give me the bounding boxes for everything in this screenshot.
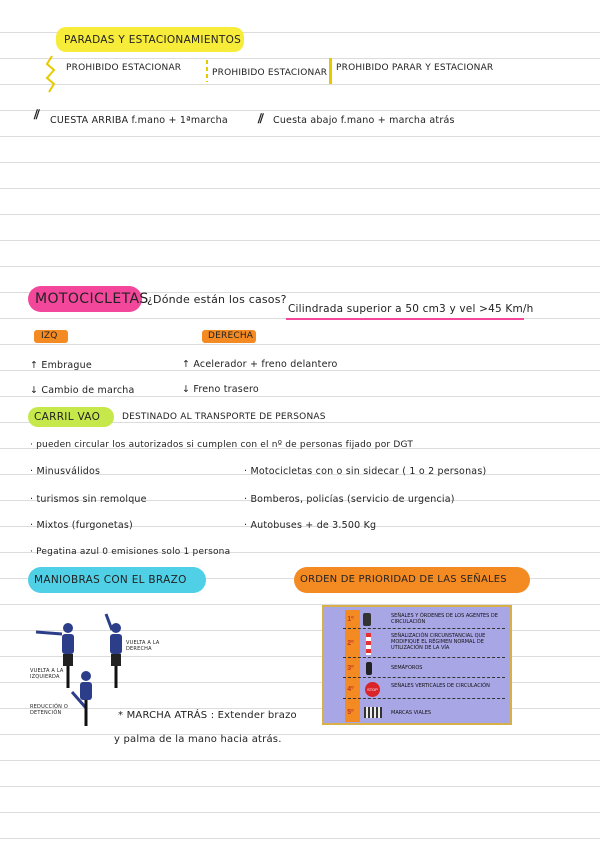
- orden-title: ORDEN DE PRIORIDAD DE LAS SEÑALES: [300, 574, 507, 585]
- priority-num-1: 1º: [347, 616, 354, 623]
- moto-answer: Cilindrada superior a 50 cm3 y vel >45 Km/h: [288, 303, 534, 315]
- label-vuelta-izquierda: VUELTA A LA IZQUIERDA: [30, 668, 64, 680]
- road-markings-icon: [364, 707, 382, 718]
- vao-left-3: · Mixtos (furgonetas): [30, 520, 133, 531]
- cuesta-arriba-text: CUESTA ARRIBA f.mano + 1ªmarcha: [50, 115, 228, 126]
- barrier-icon: [366, 633, 371, 655]
- izq-label: IZQ: [41, 331, 58, 341]
- yellow-divider-1: [206, 60, 208, 82]
- priority-num-3: 3º: [347, 665, 354, 672]
- label-vuelta-derecha: VUELTA A LA DERECHA: [126, 640, 160, 652]
- paradas-title: PARADAS Y ESTACIONAMIENTOS: [64, 34, 242, 46]
- priority-text-1: SEÑALES Y ÓRDENES DE LOS AGENTES DE CIRCULACIÓN: [391, 613, 498, 625]
- priority-text-5: MARCAS VIALES: [391, 710, 432, 716]
- vao-intro: · pueden circular los autorizados si cumplen con el nº de personas fijado por DGT: [30, 440, 414, 450]
- vao-note: · Pegatina azul 0 emisiones solo 1 persona: [30, 547, 231, 557]
- marcha-atras-line2: y palma de la mano hacia atrás.: [114, 734, 282, 745]
- izq-item-1-text: Embrague: [41, 360, 92, 371]
- stop-sign-icon: STOP: [365, 682, 380, 697]
- priority-num-4: 4º: [347, 686, 354, 693]
- vao-left-2: · turismos sin remolque: [30, 494, 147, 505]
- priority-text-2: SEÑALIZACIÓN CIRCUNSTANCIAL QUE MODIFIQUE EL RÉGIMEN NORMAL DE UTILIZACIÓN DE LA VÍA: [391, 633, 486, 651]
- vao-left-1: · Minusválidos: [30, 466, 101, 477]
- vao-right-3: · Autobuses + de 3.500 Kg: [244, 520, 377, 531]
- der-item-2: ↓ Freno trasero: [182, 384, 259, 395]
- moto-question: ¿Dónde están los casos?: [147, 293, 287, 306]
- vao-right-2: · Bomberos, policías (servicio de urgencia): [244, 494, 455, 505]
- priority-num-2: 2º: [347, 640, 354, 647]
- moto-title: MOTOCICLETAS: [35, 291, 149, 307]
- der-item-1-text: Acelerador + freno delantero: [193, 359, 338, 370]
- vao-right-1: · Motocicletas con o sin sidecar ( 1 o 2 personas): [244, 466, 487, 477]
- izq-item-2-text: Cambio de marcha: [41, 385, 135, 396]
- priority-text-4: SEÑALES VERTICALES DE CIRCULACIÓN: [391, 683, 490, 689]
- der-label: DERECHA: [208, 331, 254, 341]
- maniobras-title: MANIOBRAS CON EL BRAZO: [34, 574, 187, 586]
- yellow-divider-2: [329, 58, 332, 84]
- priority-row-2: [343, 631, 505, 658]
- der-item-2-text: Freno trasero: [193, 384, 259, 395]
- priority-row-1: [343, 611, 505, 629]
- marcha-atras-line1: * MARCHA ATRÁS : Extender brazo: [118, 710, 297, 721]
- prohibido-parar-estacionar: PROHIBIDO PARAR Y ESTACIONAR: [336, 63, 494, 73]
- moto-answer-underline: [286, 318, 524, 320]
- prohibido-estacionar-2: PROHIBIDO ESTACIONAR: [212, 68, 328, 78]
- izq-item-2: ↓ Cambio de marcha: [30, 385, 135, 396]
- zigzag-yellow-icon: [44, 54, 58, 94]
- vao-subtitle: DESTINADO AL TRANSPORTE DE PERSONAS: [122, 412, 326, 422]
- der-item-1: ↑ Acelerador + freno delantero: [182, 359, 338, 370]
- priority-text-3: SEMÁFOROS: [391, 665, 423, 671]
- prohibido-estacionar-1: PROHIBIDO ESTACIONAR: [66, 63, 182, 73]
- priority-num-5: 5º: [347, 709, 354, 716]
- cuesta-abajo-icon: ⫽: [258, 112, 264, 127]
- police-officer-icon: [363, 613, 371, 626]
- vao-title: CARRIL VAO: [34, 411, 101, 423]
- traffic-light-icon: [366, 662, 372, 675]
- label-reduccion: REDUCCIÓN O DETENCIÓN: [30, 704, 69, 716]
- cuesta-abajo-text: Cuesta abajo f.mano + marcha atrás: [273, 115, 455, 126]
- priority-row-3: [343, 660, 505, 678]
- cuesta-arriba-icon: ⫽: [34, 108, 40, 123]
- izq-item-1: ↑ Embrague: [30, 360, 92, 371]
- priority-row-4: [343, 681, 505, 699]
- priority-row-5: [343, 704, 505, 721]
